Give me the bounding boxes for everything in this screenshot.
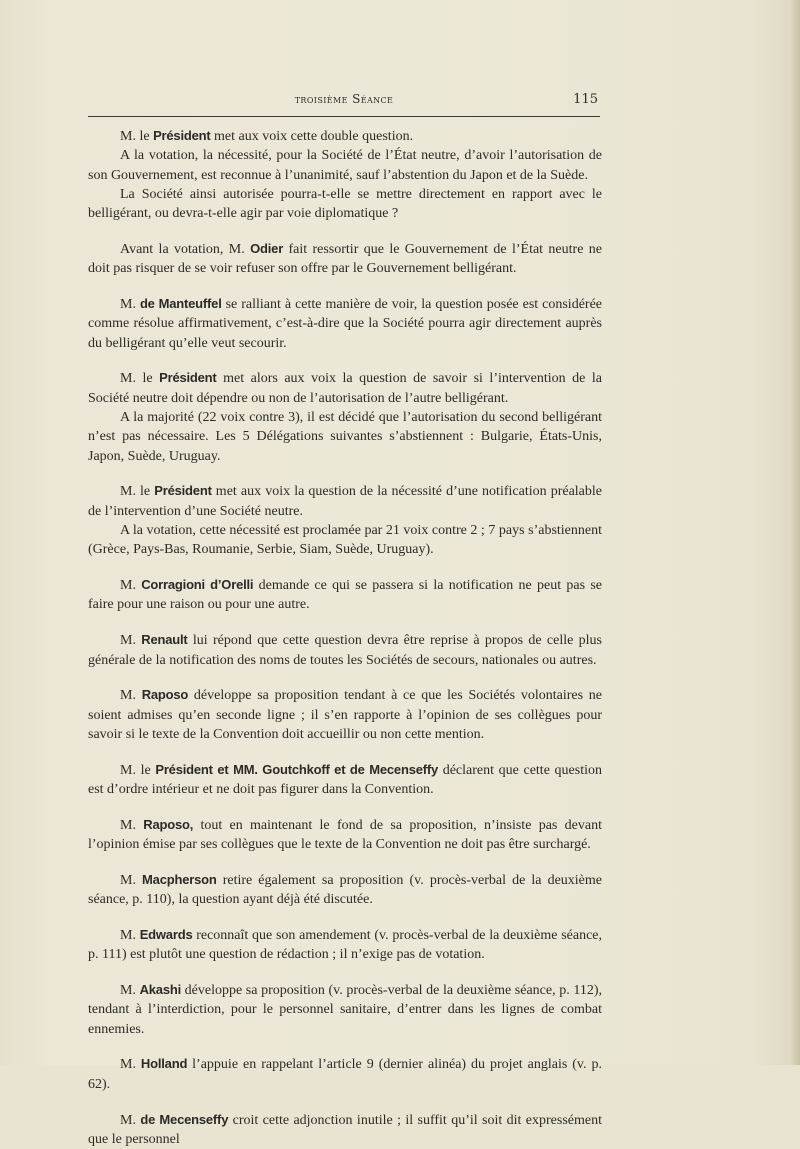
paragraph: A la votation, cette nécessité est proclamée par 21 voix contre 2 ; 7 pays s’abstiennent (Grèce, Pays-Bas, Roumanie, Serbie, Siam, Suède, Uruguay). xyxy=(88,523,602,558)
paragraph: M. Edwards reconnaît que son amendement (v. procès-verbal de la deuxième séance, p. 111) est plutôt une question de rédaction ; il n’exige pas de votation. xyxy=(88,927,603,963)
paragraph: M. le Président et MM. Goutchkoff et de Mecenseffy déclarent que cette question est d’ordre intérieur et ne doit pas figurer dans la Convention. xyxy=(88,761,602,798)
header-rule xyxy=(88,116,600,117)
page-edge-shadow xyxy=(790,0,800,1065)
page-header xyxy=(88,92,600,118)
speaker-name: Président xyxy=(154,483,212,499)
paragraph: M. le Président met alors aux voix la question de savoir si l’intervention de la Société neutre doit dépendre ou non de l’autorisation de l’autre belligérant. xyxy=(88,370,602,406)
speaker-name: Raposo, xyxy=(143,816,194,832)
speaker-name: Akashi xyxy=(139,982,182,998)
paragraph: M. Macpherson retire également sa proposition (v. procès-verbal de la deuxième séance, p. 110), la question ayant déjà été discutée. xyxy=(88,871,602,908)
speaker-name: Président xyxy=(159,370,217,386)
running-head: troisième Séance xyxy=(294,92,394,106)
speaker-name: Raposo xyxy=(141,687,189,703)
speaker-name: de Manteuffel xyxy=(139,296,222,312)
paragraph: M. Corragioni d’Orelli demande ce qui se passera si la notification ne peut pas se faire pour une raison ou pour une autre. xyxy=(88,577,602,613)
speaker-name: Goutchkoff xyxy=(262,761,330,777)
paragraph: M. Akashi développe sa proposition (v. procès-verbal de la deuxième séance, p. 112), tendant à l’interdiction, pour le personnel sanitaire, d’entrer dans les lignes de combat ennemies. xyxy=(88,982,602,1037)
speaker-name: Renault xyxy=(141,632,188,648)
speaker-name: de Mecenseffy xyxy=(349,761,439,777)
speaker-name: Président xyxy=(155,761,213,777)
paragraph: M. de Manteuffel se ralliant à cette manière de voir, la question posée est considérée comme résolue affirmativement, c’est-à-dire que la Société pourra agir directement auprès du belligérant qu’elle veut secourir. xyxy=(88,296,602,351)
paragraph: M. de Mecenseffy croit cette adjonction inutile ; il suffit qu’il soit dit expressément que le personnel xyxy=(88,1111,602,1147)
page-number: 115 xyxy=(573,92,598,107)
speaker-name: Holland xyxy=(140,1056,188,1072)
speaker-name: Edwards xyxy=(139,927,193,942)
speaker-name: Président xyxy=(153,128,211,143)
page-body xyxy=(88,126,602,1149)
speaker-name: de Mecenseffy xyxy=(140,1111,229,1127)
speaker-name: Macpherson xyxy=(142,871,217,887)
paragraph: M. Raposo développe sa proposition tendant à ce que les Sociétés volontaires ne soient admises qu’en seconde ligne ; il s’en rapporte à l’opinion de ses collègues pour savoir si le texte de la Convention doit accueillir ou non cette mention. xyxy=(88,687,603,742)
paragraph: M. Holland l’appuie en rappelant l’article 9 (dernier alinéa) du projet anglais (v. p. 62). xyxy=(88,1056,602,1092)
paragraph: M. Renault lui répond que cette question devra être reprise à propos de celle plus générale de la notification des noms de toutes les Sociétés de secours, nationales ou autres. xyxy=(88,632,603,668)
paragraph: A la votation, la nécessité, pour la Société de l’État neutre, d’avoir l’autorisation de son Gouvernement, est reconnue à l’unanimité, sauf l’abstention du Japon et de la Suède. xyxy=(88,148,602,183)
paragraph: M. le Président met aux voix cette double question. xyxy=(120,128,414,144)
speaker-name: Odier xyxy=(250,240,284,256)
paragraph: Avant la votation, M. Odier fait ressortir que le Gouvernement de l’État neutre ne doit pas risquer de se voir refuser son offre par le Gouvernement belligérant. xyxy=(88,240,602,277)
paragraph: M. Raposo, tout en maintenant le fond de sa proposition, n’insiste pas devant l’opinion émise par ses collègues que le texte de la Convention ne doit pas être surchargé. xyxy=(88,816,602,853)
paragraph: A la majorité (22 voix contre 3), il est décidé que l’autorisation du second belligérant n’est pas nécessaire. Les 5 Délégations suivantes s’abstiennent : Bulgarie, États-Unis, Japon, Suède, Uruguay. xyxy=(88,410,602,464)
speaker-name: Corragioni d’Orelli xyxy=(141,577,254,593)
paragraph: M. le Président met aux voix la question de la nécessité d’une notification préalable de l’intervention d’une Société neutre. xyxy=(88,483,602,519)
paragraph: La Société ainsi autorisée pourra-t-elle se mettre directement en rapport avec le belligérant, ou devra-t-elle agir par voie diplomatique ? xyxy=(88,186,602,222)
